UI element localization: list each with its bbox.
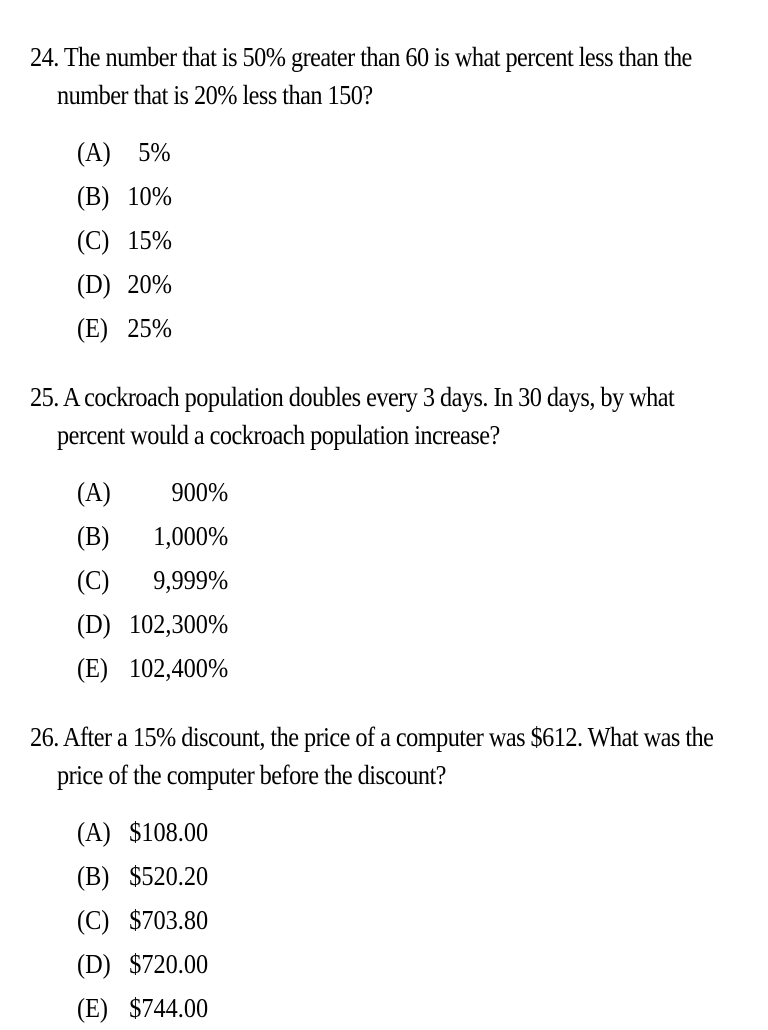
- choice-value: 900%: [171, 477, 229, 507]
- choice-value: 102,400%: [128, 653, 229, 683]
- answer-choices: [77, 470, 750, 690]
- choice-value: $720.00: [129, 949, 209, 979]
- question-24: [30, 38, 750, 350]
- choice-a: [77, 470, 683, 514]
- choice-letter: (C): [77, 905, 110, 935]
- choice-letter: (B): [77, 861, 110, 891]
- choice-d: [77, 262, 683, 306]
- choice-b: [77, 854, 683, 898]
- choice-letter: (A): [77, 137, 111, 167]
- choice-b: [77, 174, 683, 218]
- question-stem: [30, 378, 750, 454]
- stem-line-2: number that is 20% less than 150?: [57, 80, 373, 110]
- choice-letter: (E): [77, 313, 109, 343]
- choice-letter: (D): [77, 609, 111, 639]
- choice-value: 102,300%: [128, 609, 229, 639]
- choice-value: 10%: [127, 181, 172, 211]
- stem-line-2: percent would a cockroach population increase?: [57, 420, 500, 450]
- question-25: [30, 378, 750, 690]
- choice-letter: (A): [77, 477, 111, 507]
- choice-letter: (D): [77, 269, 111, 299]
- choice-value: $520.20: [129, 861, 209, 891]
- question-stem: [30, 718, 750, 794]
- question-stem: [30, 38, 750, 114]
- choice-letter: (E): [77, 653, 109, 683]
- choice-c: [77, 898, 683, 942]
- answer-choices: [77, 810, 750, 1030]
- question-26: [30, 718, 750, 1030]
- choice-value: 9,999%: [153, 565, 229, 595]
- choice-c: [77, 218, 683, 262]
- choice-d: [77, 602, 683, 646]
- stem-line-1: 25. A cockroach population doubles every 3 days. In 30 days, by what: [30, 382, 675, 412]
- choice-value: 5%: [138, 137, 171, 167]
- choice-letter: (C): [77, 565, 110, 595]
- choice-value: $744.00: [129, 993, 209, 1023]
- choice-letter: (D): [77, 949, 111, 979]
- choice-value: $703.80: [129, 905, 209, 935]
- choice-b: [77, 514, 683, 558]
- choice-c: [77, 558, 683, 602]
- choice-value: $108.00: [129, 817, 209, 847]
- choice-e: [77, 986, 683, 1030]
- stem-line-1: 24. The number that is 50% greater than 60 is what percent less than the: [30, 42, 692, 72]
- choice-letter: (B): [77, 521, 110, 551]
- choice-e: [77, 306, 683, 350]
- choice-value: 15%: [127, 225, 172, 255]
- choice-value: 20%: [127, 269, 172, 299]
- stem-line-2: price of the computer before the discount?: [57, 760, 446, 790]
- choice-letter: (E): [77, 993, 109, 1023]
- choice-value: 1,000%: [153, 521, 229, 551]
- answer-choices: [77, 130, 750, 350]
- choice-a: [77, 810, 683, 854]
- choice-value: 25%: [127, 313, 172, 343]
- choice-letter: (B): [77, 181, 110, 211]
- choice-a: [77, 130, 683, 174]
- choice-d: [77, 942, 683, 986]
- choice-letter: (C): [77, 225, 110, 255]
- choice-letter: (A): [77, 817, 111, 847]
- choice-e: [77, 646, 683, 690]
- stem-line-1: 26. After a 15% discount, the price of a computer was $612. What was the: [30, 722, 714, 752]
